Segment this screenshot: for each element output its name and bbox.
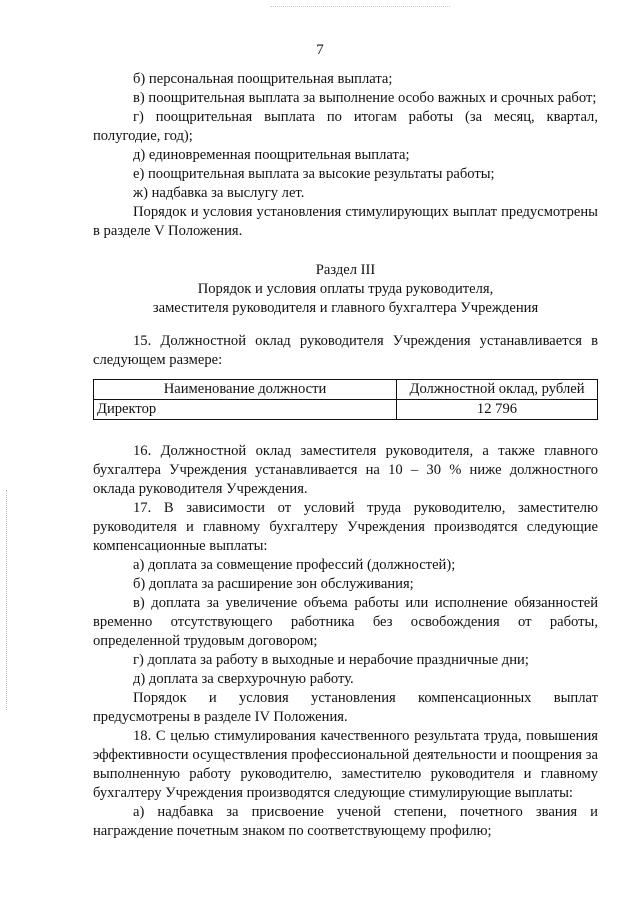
- scan-margin-marks: [6, 490, 9, 710]
- list-item: б) доплата за расширение зон обслуживания;: [133, 576, 414, 592]
- list-item: ж) надбавка за выслугу лет.: [133, 185, 305, 201]
- document-body: [93, 70, 598, 841]
- paragraph: 18. С целью стимулирования качественного результата труда, повышения эффективности осуществления профессиональной деятельности и поощрения за выполненную работу руководителю, заместителю руководителя и главному бухгалтеру Учреждения производятся следующие стимулирующие выплаты:: [93, 728, 598, 801]
- section-subtitle: Порядок и условия оплаты труда руководителя,: [197, 281, 494, 297]
- table-row: [94, 400, 598, 420]
- section-title: Раздел III: [315, 262, 376, 278]
- paragraph: 15. Должностной оклад руководителя Учреждения устанавливается в следующем размере:: [93, 333, 598, 368]
- table-header-row: [94, 380, 598, 400]
- list-item: д) единовременная поощрительная выплата;: [133, 147, 410, 163]
- list-item: г) поощрительная выплата по итогам работы (за месяц, квартал, полугодие, год);: [93, 109, 598, 144]
- table-cell: Директор: [94, 400, 397, 420]
- page-number: 7: [316, 42, 324, 58]
- paragraph: 16. Должностной оклад заместителя руководителя, а также главного бухгалтера Учреждения устанавливается на 10 – 30 % ниже должностного оклада руководителя Учреждения.: [93, 443, 598, 497]
- list-item: а) доплата за совмещение профессий (должностей);: [133, 557, 456, 573]
- table-header-cell: Наименование должности: [94, 380, 397, 400]
- paragraph: 17. В зависимости от условий труда руководителю, заместителю руководителя и главному бухгалтеру Учреждения производятся следующие компенсационные выплаты:: [93, 500, 598, 554]
- list-item: д) доплата за сверхурочную работу.: [133, 671, 354, 687]
- list-item: е) поощрительная выплата за высокие результаты работы;: [133, 166, 495, 182]
- list-item: в) доплата за увеличение объема работы или исполнение обязанностей временно отсутствующего работника без освобождения от работы, определенной трудовым договором;: [93, 595, 598, 649]
- list-item: г) доплата за работу в выходные и нерабочие праздничные дни;: [133, 652, 529, 668]
- paragraph: Порядок и условия установления стимулирующих выплат предусмотрены в разделе V Положения.: [93, 204, 598, 239]
- list-item: в) поощрительная выплата за выполнение особо важных и срочных работ;: [133, 90, 597, 106]
- paragraph: Порядок и условия установления компенсационных выплат предусмотрены в разделе IV Положения.: [93, 690, 598, 725]
- list-item: б) персональная поощрительная выплата;: [133, 71, 393, 87]
- list-item: а) надбавка за присвоение ученой степени, почетного звания и награждение почетным знаком по соответствующему профилю;: [93, 804, 598, 839]
- scan-artifact: [270, 6, 450, 8]
- section-subtitle: заместителя руководителя и главного бухгалтера Учреждения: [152, 300, 539, 316]
- salary-table: [93, 379, 598, 420]
- table-header-cell: Должностной оклад, рублей: [397, 380, 598, 400]
- table-cell: 12 796: [397, 400, 598, 420]
